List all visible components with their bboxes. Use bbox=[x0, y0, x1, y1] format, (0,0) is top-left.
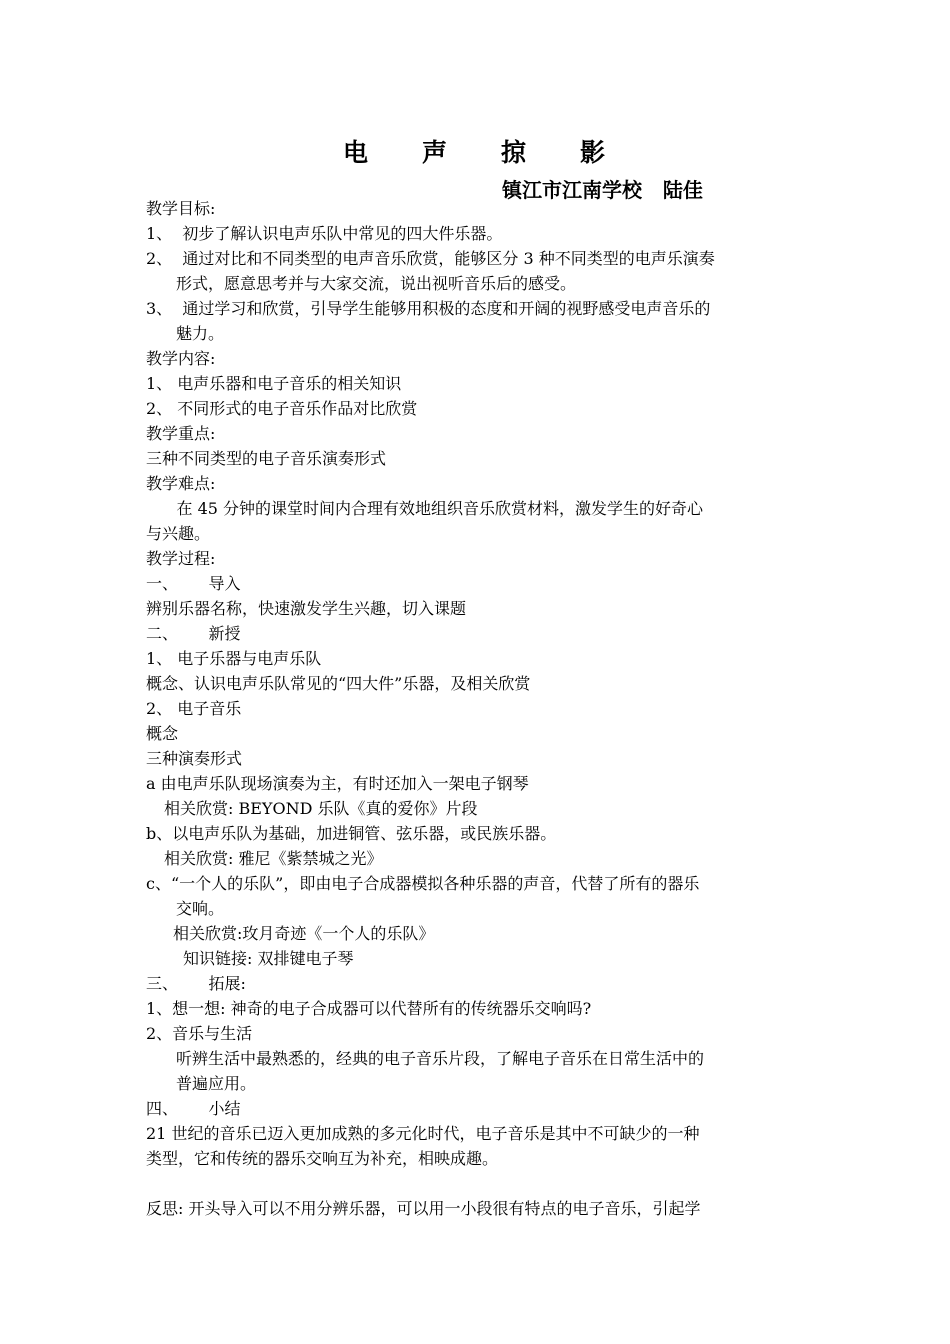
text-line: 1、 电子乐器与电声乐队 bbox=[146, 649, 322, 668]
text-line: 2、 通过对比和不同类型的电声音乐欣赏，能够区分 3 种不同类型的电声乐演奏 bbox=[146, 249, 715, 268]
text-line: 交响。 bbox=[176, 899, 225, 918]
author-line: 镇江市江南学校 陆佳 bbox=[502, 178, 703, 202]
text-line: 相关欣赏: 雅尼《紫禁城之光》 bbox=[164, 849, 383, 868]
text-line: 魅力。 bbox=[176, 324, 225, 343]
text-line: 知识链接: 双排键电子琴 bbox=[183, 949, 354, 968]
title-char: 电 bbox=[342, 138, 370, 167]
title-char: 声 bbox=[421, 138, 449, 167]
text-line: 1、想一想: 神奇的电子合成器可以代替所有的传统器乐交响吗? bbox=[146, 999, 592, 1018]
document-body bbox=[146, 196, 816, 1221]
section-heading: 二、 新授 bbox=[146, 624, 241, 643]
text-line: 2、音乐与生活 bbox=[146, 1024, 253, 1043]
text-line: 21 世纪的音乐已迈入更加成熟的多元化时代，电子音乐是其中不可缺少的一种 bbox=[146, 1124, 700, 1143]
text-line: 1、 电声乐器和电子音乐的相关知识 bbox=[146, 374, 402, 393]
text-line: 三种演奏形式 bbox=[146, 749, 243, 768]
text-line: 三种不同类型的电子音乐演奏形式 bbox=[146, 449, 387, 468]
title-char: 影 bbox=[580, 138, 608, 167]
text-line: 1、 初步了解认识电声乐队中常见的四大件乐器。 bbox=[146, 224, 503, 243]
text-line: b、以电声乐队为基础，加进铜管、弦乐器，或民族乐器。 bbox=[146, 824, 557, 843]
text-line: 相关欣赏: BEYOND 乐队《真的爱你》片段 bbox=[164, 799, 478, 818]
text-line: 听辨生活中最熟悉的，经典的电子音乐片段，了解电子音乐在日常生活中的 bbox=[176, 1049, 705, 1068]
text-line: 类型，它和传统的器乐交响互为补充，相映成趣。 bbox=[146, 1149, 499, 1168]
paragraph-gap bbox=[146, 1171, 816, 1196]
text-line: 在 45 分钟的课堂时间内合理有效地组织音乐欣赏材料，激发学生的好奇心 bbox=[146, 499, 704, 518]
section-heading: 四、 小结 bbox=[146, 1099, 241, 1118]
text-line: 2、 不同形式的电子音乐作品对比欣赏 bbox=[146, 399, 418, 418]
heading-process: 教学过程: bbox=[146, 549, 216, 568]
heading-content: 教学内容: bbox=[146, 349, 216, 368]
heading-key-points: 教学重点: bbox=[146, 424, 216, 443]
heading-difficulties: 教学难点: bbox=[146, 474, 216, 493]
text-line: 相关欣赏:玫月奇迹《一个人的乐队》 bbox=[173, 924, 435, 943]
text-line: 与兴趣。 bbox=[146, 524, 211, 543]
text-line: 2、 电子音乐 bbox=[146, 699, 242, 718]
section-heading: 三、 拓展: bbox=[146, 974, 246, 993]
text-line: 概念 bbox=[146, 724, 179, 743]
heading-objectives: 教学目标: bbox=[146, 199, 216, 218]
document-title bbox=[0, 133, 950, 169]
text-line: 3、 通过学习和欣赏，引导学生能够用积极的态度和开阔的视野感受电声音乐的 bbox=[146, 299, 711, 318]
text-line: 辨别乐器名称，快速激发学生兴趣，切入课题 bbox=[146, 599, 467, 618]
section-heading: 一、 导入 bbox=[146, 574, 241, 593]
text-line: 概念、认识电声乐队常见的“四大件”乐器，及相关欣赏 bbox=[146, 674, 531, 693]
text-line: c、“一个人的乐队”，即由电子合成器模拟各种乐器的声音，代替了所有的器乐 bbox=[146, 874, 700, 893]
text-line: 普遍应用。 bbox=[176, 1074, 257, 1093]
title-char: 掠 bbox=[501, 138, 529, 167]
text-line: a 由电声乐队现场演奏为主，有时还加入一架电子钢琴 bbox=[146, 774, 529, 793]
reflection-line: 反思: 开头导入可以不用分辨乐器，可以用一小段很有特点的电子音乐，引起学 bbox=[146, 1199, 701, 1218]
text-line: 形式，愿意思考并与大家交流，说出视听音乐后的感受。 bbox=[176, 274, 577, 293]
